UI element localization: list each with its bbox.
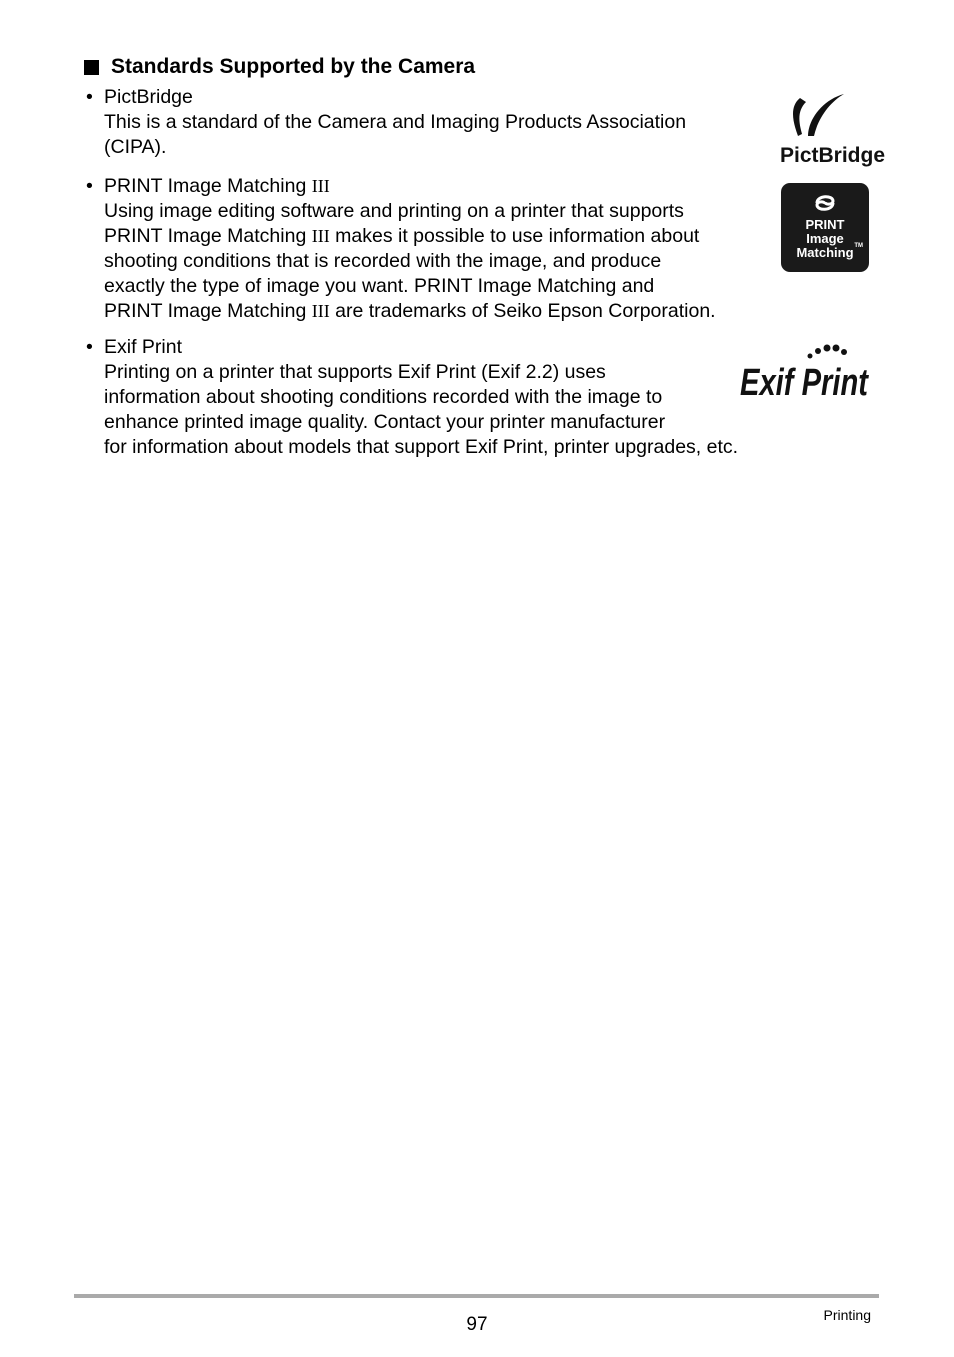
list-item-pictbridge (86, 85, 686, 160)
pim-trademark: TM (854, 243, 863, 249)
roman-numeral: III (311, 226, 330, 246)
section-heading-text: Standards Supported by the Camera (111, 55, 476, 78)
page-number: 97 (466, 1314, 488, 1335)
pictbridge-logo (778, 90, 886, 170)
bullet: • (86, 86, 93, 108)
bullet: • (86, 175, 93, 197)
print-image-matching-logo (781, 183, 869, 272)
list-item-exif-print (86, 335, 738, 460)
pim-swirl-icon (811, 191, 839, 215)
item-text-line: exactly the type of image you want. PRINT Image Matching and (104, 275, 655, 297)
item-text-line: Using image editing software and printing on a printer that supports (104, 200, 684, 222)
bullet: • (86, 336, 93, 358)
item-text-line: PRINT Image Matching III are trademarks of Seiko Epson Corporation. (104, 300, 716, 322)
exif-print-logo (740, 343, 870, 404)
item-title: PRINT Image Matching III (104, 175, 330, 197)
pim-logo-line: Image (806, 231, 844, 246)
item-text-line: This is a standard of the Camera and Imaging Products Association (104, 111, 687, 133)
item-text-line: (CIPA). (104, 136, 167, 158)
item-text-line: shooting conditions that is recorded with the image, and produce (104, 250, 662, 272)
section-name: Printing (823, 1307, 871, 1323)
exif-logo-text: Exif Print (740, 362, 870, 404)
footer-rule (74, 1294, 879, 1298)
square-bullet-icon (84, 60, 99, 75)
item-title: PictBridge (104, 86, 193, 108)
item-text-line: for information about models that support Exif Print, printer upgrades, etc. (104, 436, 739, 458)
pim-logo-line: PRINT (805, 217, 845, 232)
list-item-print-image-matching (86, 174, 716, 324)
item-text-line: information about shooting conditions recorded with the image to (104, 386, 663, 408)
roman-numeral: III (311, 301, 330, 321)
pictbridge-logo-text: PictBridge (780, 144, 886, 167)
section-heading (84, 54, 475, 80)
item-text-line: Printing on a printer that supports Exif Print (Exif 2.2) uses (104, 361, 606, 383)
item-text-line: enhance printed image quality. Contact your printer manufacturer (104, 411, 666, 433)
item-text-line: PRINT Image Matching III makes it possible to use information about (104, 225, 700, 247)
pim-logo-line: Matching (796, 245, 854, 260)
roman-numeral: III (311, 176, 330, 196)
item-title: Exif Print (104, 336, 183, 358)
